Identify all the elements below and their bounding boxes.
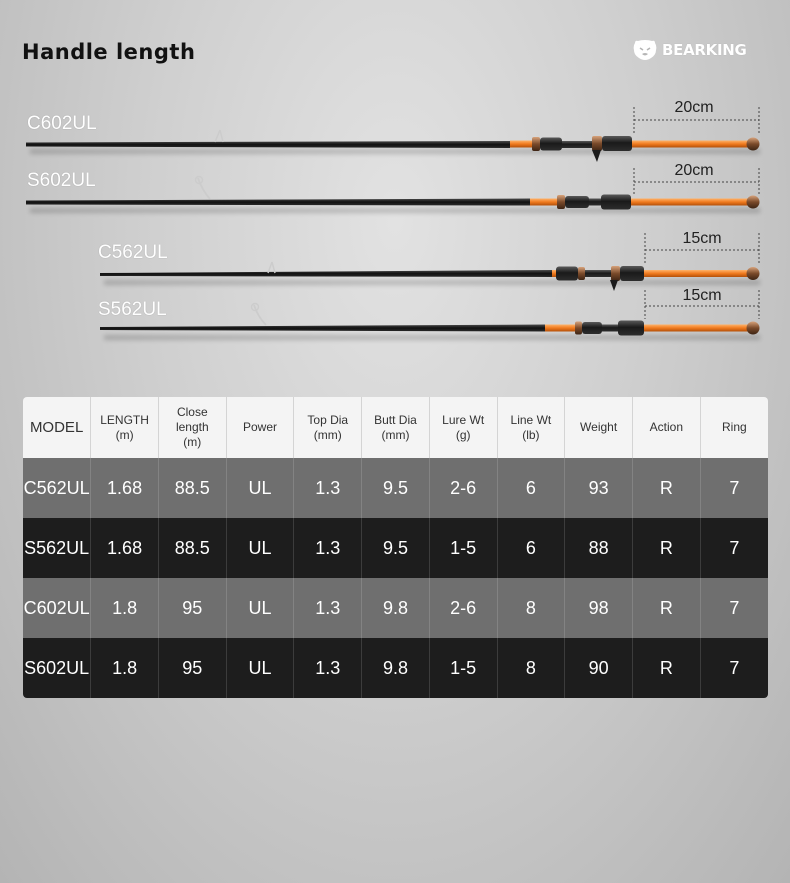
handle-length-c602ul: 20cm bbox=[674, 99, 714, 116]
cell-model: S562UL bbox=[23, 518, 91, 578]
cell-butt-dia: 9.5 bbox=[362, 458, 430, 518]
cell-ring: 7 bbox=[700, 518, 768, 578]
cell-length: 1.8 bbox=[91, 578, 159, 638]
cell-ring: 7 bbox=[700, 578, 768, 638]
table-row bbox=[23, 578, 768, 638]
cell-power: UL bbox=[226, 638, 294, 698]
table-header-row bbox=[23, 397, 768, 458]
brand-name: BEARKING bbox=[662, 41, 747, 59]
cell-weight: 88 bbox=[565, 518, 633, 578]
header-top-dia: Top Dia (mm) bbox=[294, 397, 362, 458]
header-ring: Ring bbox=[700, 397, 768, 458]
spec-table bbox=[23, 397, 768, 698]
header-lure-wt: Lure Wt (g) bbox=[429, 397, 497, 458]
cell-ring: 7 bbox=[700, 458, 768, 518]
rod-c602ul bbox=[26, 130, 760, 162]
table-row bbox=[23, 638, 768, 698]
header-length: LENGTH (m) bbox=[91, 397, 159, 458]
cell-action: R bbox=[632, 458, 700, 518]
cell-power: UL bbox=[226, 458, 294, 518]
bear-head-icon bbox=[632, 39, 658, 61]
cell-line-wt: 8 bbox=[497, 578, 565, 638]
rod-s602ul bbox=[26, 177, 760, 214]
table-row bbox=[23, 458, 768, 518]
header-line-wt: Line Wt (lb) bbox=[497, 397, 565, 458]
cell-weight: 98 bbox=[565, 578, 633, 638]
cell-top-dia: 1.3 bbox=[294, 518, 362, 578]
rod-s562ul bbox=[100, 304, 760, 341]
cell-lure-wt: 2-6 bbox=[429, 458, 497, 518]
cell-ring: 7 bbox=[700, 638, 768, 698]
cell-close-length: 88.5 bbox=[158, 518, 226, 578]
cell-length: 1.68 bbox=[91, 518, 159, 578]
cell-action: R bbox=[632, 518, 700, 578]
header-weight: Weight bbox=[565, 397, 633, 458]
brand-logo bbox=[632, 38, 747, 62]
cell-butt-dia: 9.8 bbox=[362, 638, 430, 698]
page-title: Handle length bbox=[22, 40, 196, 64]
cell-length: 1.8 bbox=[91, 638, 159, 698]
cell-action: R bbox=[632, 638, 700, 698]
table-body bbox=[23, 458, 768, 698]
handle-length-c562ul: 15cm bbox=[682, 230, 722, 247]
cell-lure-wt: 1-5 bbox=[429, 518, 497, 578]
cell-weight: 93 bbox=[565, 458, 633, 518]
rod-label-c602ul: C602UL bbox=[27, 113, 97, 134]
cell-line-wt: 8 bbox=[497, 638, 565, 698]
handle-length-s602ul: 20cm bbox=[674, 162, 714, 179]
handle-length-s562ul: 15cm bbox=[682, 287, 722, 304]
rod-label-c562ul: C562UL bbox=[98, 242, 168, 263]
rod-label-s602ul: S602UL bbox=[27, 170, 96, 191]
cell-model: C602UL bbox=[23, 578, 91, 638]
cell-action: R bbox=[632, 578, 700, 638]
cell-close-length: 95 bbox=[158, 578, 226, 638]
cell-top-dia: 1.3 bbox=[294, 638, 362, 698]
cell-butt-dia: 9.5 bbox=[362, 518, 430, 578]
cell-top-dia: 1.3 bbox=[294, 578, 362, 638]
cell-line-wt: 6 bbox=[497, 518, 565, 578]
cell-close-length: 88.5 bbox=[158, 458, 226, 518]
header-action: Action bbox=[632, 397, 700, 458]
cell-close-length: 95 bbox=[158, 638, 226, 698]
header-butt-dia: Butt Dia (mm) bbox=[362, 397, 430, 458]
cell-butt-dia: 9.8 bbox=[362, 578, 430, 638]
cell-weight: 90 bbox=[565, 638, 633, 698]
cell-length: 1.68 bbox=[91, 458, 159, 518]
header-power: Power bbox=[226, 397, 294, 458]
table-row bbox=[23, 518, 768, 578]
rod-label-s562ul: S562UL bbox=[98, 299, 167, 320]
cell-model: S602UL bbox=[23, 638, 91, 698]
cell-model: C562UL bbox=[23, 458, 91, 518]
cell-power: UL bbox=[226, 578, 294, 638]
cell-top-dia: 1.3 bbox=[294, 458, 362, 518]
header-close-length: Close length (m) bbox=[158, 397, 226, 458]
header-model: MODEL bbox=[23, 397, 91, 458]
cell-lure-wt: 2-6 bbox=[429, 578, 497, 638]
cell-lure-wt: 1-5 bbox=[429, 638, 497, 698]
cell-power: UL bbox=[226, 518, 294, 578]
cell-line-wt: 6 bbox=[497, 458, 565, 518]
